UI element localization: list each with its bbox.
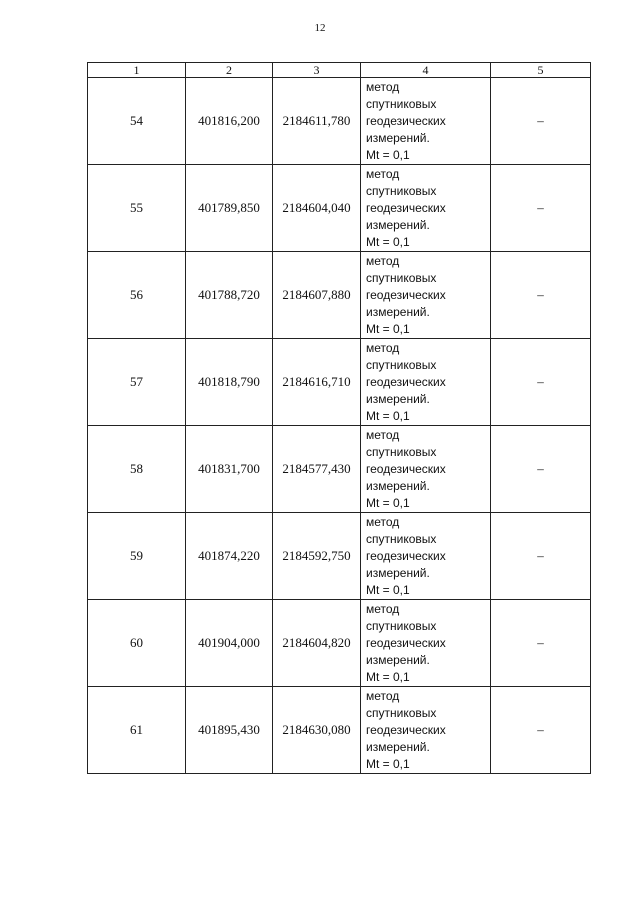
header-row <box>88 63 591 78</box>
method-line: измерений. <box>366 304 430 319</box>
method-line: метод <box>366 166 400 181</box>
note-cell: – <box>491 513 591 600</box>
note-cell: – <box>491 426 591 513</box>
header-col-5: 5 <box>491 63 591 78</box>
method-line: Mt = 0,1 <box>366 756 410 771</box>
y-coordinate-cell: 2184592,750 <box>273 513 361 600</box>
method-line: спутниковых <box>366 270 437 285</box>
method-line: спутниковых <box>366 96 437 111</box>
method-line: измерений. <box>366 391 430 406</box>
table-row <box>88 513 591 600</box>
method-line: метод <box>366 79 400 94</box>
x-coordinate-cell: 401874,220 <box>186 513 273 600</box>
y-coordinate-cell: 2184630,080 <box>273 687 361 774</box>
note-cell: – <box>491 165 591 252</box>
header-col-4: 4 <box>361 63 491 78</box>
method-line: метод <box>366 601 400 616</box>
y-coordinate-cell: 2184607,880 <box>273 252 361 339</box>
point-number-cell: 54 <box>88 78 186 165</box>
y-coordinate-cell: 2184616,710 <box>273 339 361 426</box>
point-number-cell: 55 <box>88 165 186 252</box>
method-cell <box>361 426 491 513</box>
method-line: измерений. <box>366 478 430 493</box>
method-line: спутниковых <box>366 705 437 720</box>
method-line: измерений. <box>366 130 430 145</box>
method-line: геодезических <box>366 635 446 650</box>
x-coordinate-cell: 401788,720 <box>186 252 273 339</box>
method-line: Mt = 0,1 <box>366 234 410 249</box>
method-line: спутниковых <box>366 183 437 198</box>
method-cell <box>361 78 491 165</box>
method-line: измерений. <box>366 652 430 667</box>
point-number-cell: 60 <box>88 600 186 687</box>
method-line: измерений. <box>366 739 430 754</box>
table-header <box>88 63 591 78</box>
point-number-cell: 61 <box>88 687 186 774</box>
method-line: спутниковых <box>366 618 437 633</box>
x-coordinate-cell: 401816,200 <box>186 78 273 165</box>
table-row <box>88 600 591 687</box>
method-line: спутниковых <box>366 444 437 459</box>
method-line: геодезических <box>366 200 446 215</box>
header-col-3: 3 <box>273 63 361 78</box>
method-cell <box>361 339 491 426</box>
point-number-cell: 56 <box>88 252 186 339</box>
x-coordinate-cell: 401831,700 <box>186 426 273 513</box>
note-cell: – <box>491 252 591 339</box>
method-cell <box>361 687 491 774</box>
method-line: геодезических <box>366 722 446 737</box>
method-cell <box>361 513 491 600</box>
note-cell: – <box>491 339 591 426</box>
note-cell: – <box>491 687 591 774</box>
point-number-cell: 58 <box>88 426 186 513</box>
table-row <box>88 687 591 774</box>
coordinates-table <box>87 62 591 774</box>
table-row <box>88 426 591 513</box>
y-coordinate-cell: 2184577,430 <box>273 426 361 513</box>
page-number: 12 <box>314 22 326 34</box>
note-cell: – <box>491 78 591 165</box>
method-line: геодезических <box>366 287 446 302</box>
table-body <box>88 78 591 774</box>
method-cell <box>361 252 491 339</box>
y-coordinate-cell: 2184604,820 <box>273 600 361 687</box>
header-col-2: 2 <box>186 63 273 78</box>
method-line: измерений. <box>366 217 430 232</box>
table-row <box>88 339 591 426</box>
x-coordinate-cell: 401789,850 <box>186 165 273 252</box>
method-line: Mt = 0,1 <box>366 582 410 597</box>
method-line: геодезических <box>366 461 446 476</box>
note-cell: – <box>491 600 591 687</box>
table-row <box>88 165 591 252</box>
y-coordinate-cell: 2184604,040 <box>273 165 361 252</box>
y-coordinate-cell: 2184611,780 <box>273 78 361 165</box>
method-line: геодезических <box>366 374 446 389</box>
method-line: Mt = 0,1 <box>366 408 410 423</box>
method-line: метод <box>366 253 400 268</box>
method-cell <box>361 165 491 252</box>
method-line: геодезических <box>366 548 446 563</box>
method-line: спутниковых <box>366 357 437 372</box>
method-line: Mt = 0,1 <box>366 669 410 684</box>
method-line: метод <box>366 427 400 442</box>
table-row <box>88 78 591 165</box>
x-coordinate-cell: 401818,790 <box>186 339 273 426</box>
method-line: Mt = 0,1 <box>366 321 410 336</box>
method-cell <box>361 600 491 687</box>
method-line: метод <box>366 340 400 355</box>
method-line: геодезических <box>366 113 446 128</box>
point-number-cell: 59 <box>88 513 186 600</box>
method-line: метод <box>366 688 400 703</box>
table-row <box>88 252 591 339</box>
method-line: измерений. <box>366 565 430 580</box>
point-number-cell: 57 <box>88 339 186 426</box>
method-line: метод <box>366 514 400 529</box>
method-line: Mt = 0,1 <box>366 147 410 162</box>
method-line: спутниковых <box>366 531 437 546</box>
header-col-1: 1 <box>88 63 186 78</box>
x-coordinate-cell: 401895,430 <box>186 687 273 774</box>
x-coordinate-cell: 401904,000 <box>186 600 273 687</box>
method-line: Mt = 0,1 <box>366 495 410 510</box>
